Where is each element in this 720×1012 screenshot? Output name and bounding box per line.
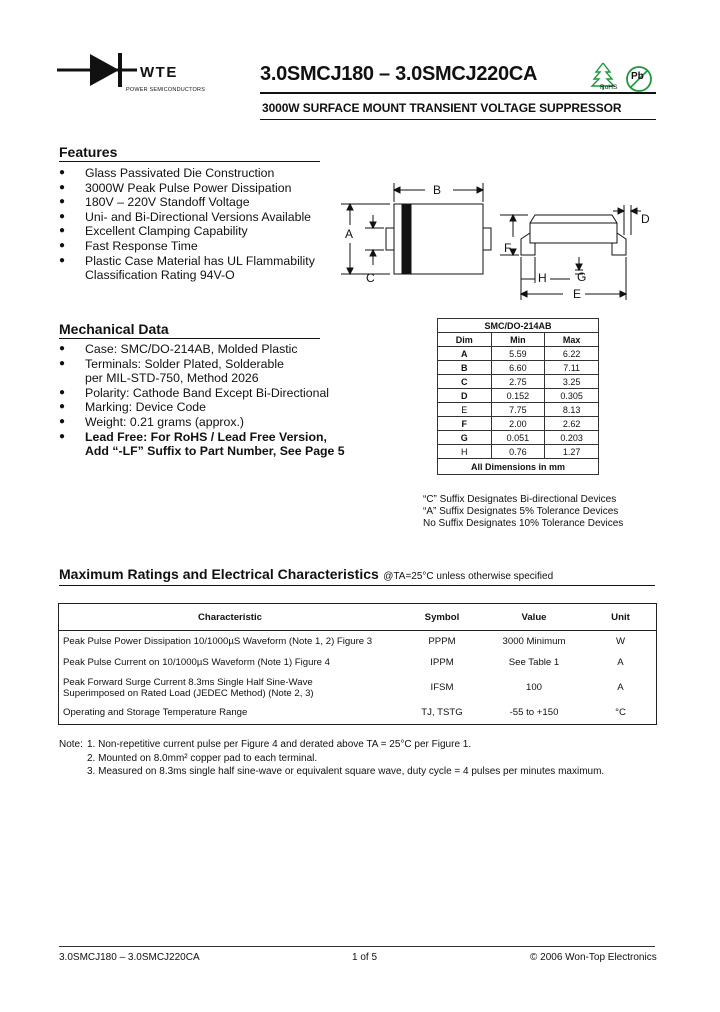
- list-item: ● Glass Passivated Die Construction: [59, 166, 349, 181]
- features-heading: Features: [59, 144, 118, 160]
- table-cell: D: [438, 389, 492, 403]
- table-row: [438, 417, 599, 431]
- unit-header: Unit: [585, 604, 656, 631]
- table-row: [438, 361, 599, 375]
- list-item: ● Fast Response Time: [59, 239, 349, 254]
- characteristic-line: Peak Forward Surge Current 8.3ms Single Half Sine-Wave: [63, 676, 313, 688]
- symbol-cell: PPPM: [428, 635, 456, 647]
- characteristic-cell: Peak Pulse Power Dissipation 10/1000µS Waveform (Note 1, 2) Figure 3: [63, 635, 373, 647]
- unit-cell: A: [617, 682, 624, 693]
- list-item: ● Polarity: Cathode Band Except Bi-Directional: [59, 386, 389, 401]
- table-cell: 3.25: [545, 375, 599, 389]
- footer-copyright: © 2006 Won-Top Electronics: [530, 952, 657, 963]
- ratings-condition: @TA=25°C unless otherwise specified: [383, 571, 554, 582]
- dim-label-c: C: [366, 271, 375, 285]
- table-cell: 2.00: [491, 417, 545, 431]
- dim-label-e: E: [573, 287, 582, 301]
- header-divider-2: [260, 119, 656, 120]
- dim-label-f: F: [504, 241, 512, 255]
- table-cell: 7.75: [491, 403, 545, 417]
- list-item: ● Uni- and Bi-Directional Versions Available: [59, 210, 349, 225]
- list-item: ● Marking: Device Code: [59, 400, 389, 415]
- dim-table-footer: All Dimensions in mm: [438, 459, 599, 475]
- min-col-header: Min: [491, 333, 545, 347]
- table-row: [59, 631, 656, 652]
- dimension-table: [437, 318, 599, 475]
- value-header: Value: [483, 604, 585, 631]
- table-cell: 6.60: [491, 361, 545, 375]
- package-outline-diagram: [335, 175, 655, 305]
- brand-subtitle: POWER SEMICONDUCTORS: [126, 87, 206, 93]
- list-item: per MIL-STD-750, Method 2026: [85, 371, 259, 386]
- features-list: [59, 166, 349, 283]
- table-row: [438, 403, 599, 417]
- symbol-header: Symbol: [401, 604, 483, 631]
- symbol-cell: IPPM: [430, 656, 454, 668]
- suffix-note: No Suffix Designates 10% Tolerance Devices: [423, 518, 624, 529]
- ratings-table: [58, 603, 657, 725]
- value-cell: -55 to +150: [509, 707, 559, 718]
- note-item: 3. Measured on 8.3ms single half sine-wave or equivalent square wave, duty cycle = 4 pulses per minutes maximum.: [87, 766, 605, 778]
- mechanical-heading: Mechanical Data: [59, 321, 169, 337]
- value-cell: 3000 Minimum: [502, 635, 566, 647]
- unit-cell: °C: [615, 707, 626, 718]
- characteristic-header: Characteristic: [59, 604, 401, 631]
- table-cell: A: [438, 347, 492, 361]
- value-cell: See Table 1: [508, 656, 560, 668]
- table-cell: H: [438, 445, 492, 459]
- characteristic-cell: [59, 673, 401, 703]
- table-cell: 0.305: [545, 389, 599, 403]
- list-item: ● Lead Free: For RoHS / Lead Free Version,: [59, 430, 389, 445]
- table-cell: 2.75: [491, 375, 545, 389]
- note-item: 2. Mounted on 8.0mm² copper pad to each terminal.: [87, 752, 318, 764]
- table-cell: 7.11: [545, 361, 599, 375]
- ratings-heading-block: [59, 566, 553, 584]
- brand-name: WTE: [140, 64, 178, 81]
- wte-logo-icon: [57, 48, 137, 92]
- characteristic-cell: Operating and Storage Temperature Range: [63, 707, 248, 718]
- ratings-heading: Maximum Ratings and Electrical Characteristics: [59, 566, 379, 582]
- symbol-cell: TJ, TSTG: [421, 707, 463, 718]
- pb-label: Pb: [631, 71, 644, 82]
- unit-cell: W: [615, 635, 626, 647]
- table-row: [59, 673, 656, 703]
- dim-label-d: D: [641, 212, 650, 226]
- dim-label-h: H: [538, 271, 547, 285]
- table-cell: E: [438, 403, 492, 417]
- suffix-note: “C” Suffix Designates Bi-directional Devices: [423, 494, 617, 505]
- dim-label-b: B: [433, 183, 442, 197]
- list-item: ● 3000W Peak Pulse Power Dissipation: [59, 181, 349, 196]
- table-row: [438, 431, 599, 445]
- table-cell: 8.13: [545, 403, 599, 417]
- dim-table-title: SMC/DO-214AB: [438, 319, 599, 333]
- dim-label-a: A: [345, 227, 354, 241]
- dim-label-g: G: [577, 270, 587, 284]
- table-row: [438, 389, 599, 403]
- note-item: 1. Non-repetitive current pulse per Figure 4 and derated above TA = 25°C per Figure 1.: [87, 739, 472, 750]
- dim-col-header: Dim: [438, 333, 492, 347]
- mechanical-divider: [59, 338, 320, 339]
- table-cell: 1.27: [545, 445, 599, 459]
- table-cell: 0.203: [545, 431, 599, 445]
- table-cell: 6.22: [545, 347, 599, 361]
- table-row: [438, 445, 599, 459]
- max-col-header: Max: [545, 333, 599, 347]
- table-cell: 0.051: [491, 431, 545, 445]
- table-cell: G: [438, 431, 492, 445]
- table-row: [59, 703, 656, 723]
- list-item: ● Case: SMC/DO-214AB, Molded Plastic: [59, 342, 389, 357]
- mechanical-list: [59, 342, 389, 459]
- rohs-label: RoHS: [600, 84, 618, 91]
- suffix-notes: [423, 494, 623, 530]
- list-item: ● Terminals: Solder Plated, Solderable: [59, 357, 389, 372]
- table-row: [438, 347, 599, 361]
- footer-part-range: 3.0SMCJ180 – 3.0SMCJ220CA: [59, 952, 200, 963]
- ratings-divider: [59, 585, 655, 586]
- value-cell: 100: [525, 682, 542, 693]
- notes-label: Note:: [59, 739, 83, 750]
- footer-divider: [59, 946, 655, 947]
- table-cell: 2.62: [545, 417, 599, 431]
- table-row: [438, 375, 599, 389]
- footer-page-number: 1 of 5: [352, 952, 378, 963]
- features-divider: [59, 161, 320, 162]
- suffix-note: “A” Suffix Designates 5% Tolerance Devices: [423, 506, 619, 517]
- header-divider: [260, 92, 656, 94]
- list-item: Add “-LF” Suffix to Part Number, See Page 5: [85, 444, 345, 459]
- notes-block: [59, 738, 604, 779]
- characteristic-line: Superimposed on Rated Load (JEDEC Method) (Note 2, 3): [63, 687, 314, 699]
- list-item: ● Plastic Case Material has UL Flammability: [59, 254, 349, 269]
- symbol-cell: IFSM: [430, 682, 454, 693]
- table-cell: F: [438, 417, 492, 431]
- page-subtitle: 3000W SURFACE MOUNT TRANSIENT VOLTAGE SUPPRESSOR: [262, 101, 622, 115]
- page-title: 3.0SMCJ180 – 3.0SMCJ220CA: [260, 63, 538, 85]
- table-cell: 5.59: [491, 347, 545, 361]
- list-item: ● 180V – 220V Standoff Voltage: [59, 195, 349, 210]
- list-item: ● Excellent Clamping Capability: [59, 224, 349, 239]
- table-cell: C: [438, 375, 492, 389]
- list-item: ● Weight: 0.21 grams (approx.): [59, 415, 389, 430]
- unit-cell: A: [617, 656, 624, 668]
- table-row: [59, 652, 656, 673]
- list-item: Classification Rating 94V-O: [85, 268, 235, 283]
- table-cell: 0.152: [491, 389, 545, 403]
- table-cell: 0.76: [491, 445, 545, 459]
- characteristic-cell: Peak Pulse Current on 10/1000µS Waveform (Note 1) Figure 4: [63, 656, 330, 668]
- table-cell: B: [438, 361, 492, 375]
